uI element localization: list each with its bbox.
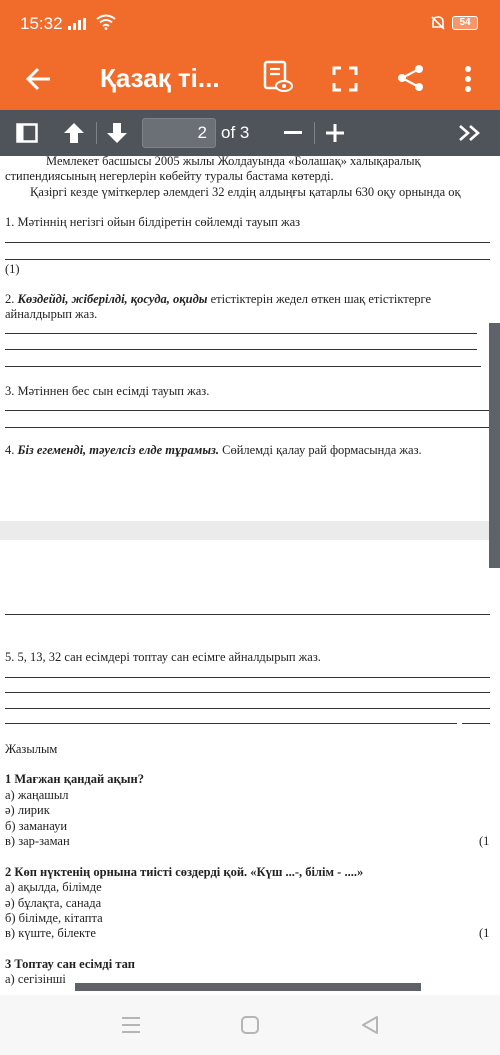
page-up-icon[interactable] xyxy=(63,122,85,144)
page-count-label: of 3 xyxy=(221,123,250,142)
share-icon[interactable] xyxy=(397,64,425,92)
zoom-out-icon[interactable] xyxy=(284,131,302,135)
horizontal-scrollbar[interactable] xyxy=(75,983,421,991)
question-5: 5. 5, 13, 32 сан есімдері топтау сан есімге айналдырып жаз. xyxy=(5,650,321,664)
score-label: (1) xyxy=(5,262,20,276)
answer-line xyxy=(5,366,481,367)
more-vert-icon[interactable] xyxy=(464,66,472,92)
answer-line xyxy=(5,614,490,615)
document-title: Қазақ ті... xyxy=(100,63,220,93)
question-2-cont: айналдырып жаз. xyxy=(5,307,98,321)
answer-line xyxy=(5,677,490,678)
question-1: 1. Мәтіннің негізгі ойын білдіретін сөйлемді тауып жаз xyxy=(5,215,301,229)
mcq-3-title: 3 Топтау сан есімді тап xyxy=(5,957,135,971)
question-text: Сөйлемді қалау рай формасында жаз. xyxy=(219,443,422,457)
mcq-option: ә) бұлақта, санада xyxy=(5,896,102,910)
mcq-option: а) ақылда, білімде xyxy=(5,880,102,894)
mcq-option: в) күште, білекте xyxy=(5,926,96,940)
status-time: 15:32 xyxy=(20,14,63,33)
question-number: 4. xyxy=(5,443,18,457)
intro-line: Мемлекет басшысы 2005 жылы Жолдауында «Болашақ» халықаралық xyxy=(46,154,421,168)
score-label: (1 xyxy=(479,834,490,848)
mcq-option: а) сегізінші xyxy=(5,972,66,986)
answer-line xyxy=(462,723,490,724)
question-text: етістіктерін жедел өткен шақ етістіктерге xyxy=(207,292,431,306)
mcq-option: а) жаңашыл xyxy=(5,788,69,802)
question-number: 2. xyxy=(5,292,18,306)
mcq-2-title: 2 Көп нүктенің орнына тиісті сөздерді қой. «Күш ...-, білім - ....» xyxy=(5,865,364,879)
pdf-toolbar xyxy=(0,110,500,156)
intro-line: стипендиясының негерлерін көбейту туралы бастама көтерді. xyxy=(5,169,334,183)
mcq-option: в) зар-заман xyxy=(5,834,70,848)
answer-line xyxy=(5,410,490,411)
question-sentence: Біз егеменді, тәуелсіз елде тұрамыз. xyxy=(17,443,220,457)
mcq-option: б) заманауи xyxy=(5,819,68,833)
sidebar-toggle-icon[interactable] xyxy=(16,123,38,143)
question-verbs: Көздейді, жіберілді, қосуда, оқиды xyxy=(17,292,208,306)
question-4 xyxy=(5,443,422,458)
zoom-in-icon[interactable] xyxy=(326,124,344,142)
answer-line xyxy=(5,242,490,243)
tools-chevron-icon[interactable] xyxy=(458,124,482,142)
answer-line xyxy=(5,259,490,260)
answer-line xyxy=(5,692,490,693)
toolbar-divider xyxy=(96,122,97,144)
vertical-scrollbar[interactable] xyxy=(489,323,500,568)
page-number-input[interactable]: 2 xyxy=(142,118,216,148)
arrow-back-icon[interactable] xyxy=(24,64,54,94)
intro-line: Қазіргі кезде үміткерлер әлемдегі 32 елдің алдыңғы қатарлы 630 оқу орнында оқ xyxy=(30,185,461,199)
question-2 xyxy=(5,292,431,307)
menu-nav-icon[interactable] xyxy=(121,1016,141,1034)
answer-line xyxy=(5,708,490,709)
back-nav-icon[interactable] xyxy=(361,1015,379,1035)
battery-indicator: 54 xyxy=(452,16,478,30)
page-down-icon[interactable] xyxy=(106,122,128,144)
signal-icon xyxy=(68,18,90,30)
fullscreen-icon[interactable] xyxy=(332,66,358,92)
answer-line xyxy=(5,427,490,428)
reader-mode-icon[interactable] xyxy=(262,60,294,94)
app-bar xyxy=(0,48,500,110)
answer-line xyxy=(5,723,457,724)
page-gap xyxy=(0,521,500,540)
mcq-option: б) білімде, кітапта xyxy=(5,911,103,925)
system-nav-bar xyxy=(0,995,500,1055)
wifi-icon xyxy=(96,14,116,30)
section-heading: Жазылым xyxy=(5,742,58,756)
answer-line xyxy=(5,349,477,350)
mcq-option: ә) лирик xyxy=(5,803,50,817)
question-3: 3. Мәтіннен бес сын есімді тауып жаз. xyxy=(5,384,210,398)
status-bar xyxy=(0,0,500,48)
score-label: (1 xyxy=(479,926,490,940)
answer-line xyxy=(5,333,477,334)
mute-bell-icon xyxy=(430,15,446,31)
home-nav-icon[interactable] xyxy=(240,1015,260,1035)
toolbar-divider xyxy=(314,122,315,144)
mcq-1-title: 1 Мағжан қандай ақын? xyxy=(5,772,144,786)
